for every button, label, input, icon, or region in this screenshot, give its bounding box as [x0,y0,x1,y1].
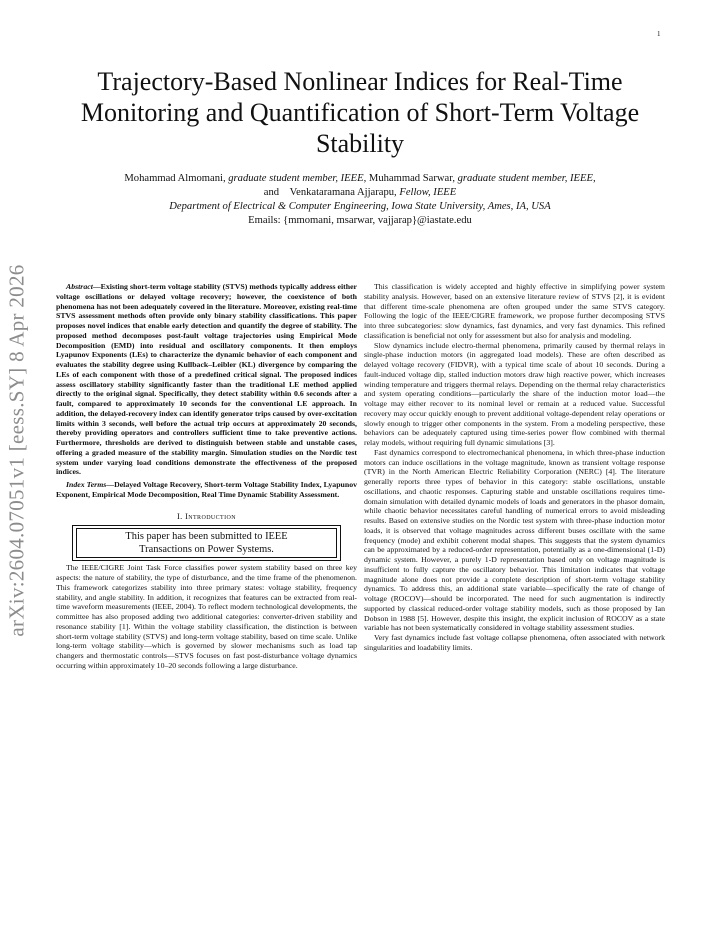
intro-paragraph-3: Slow dynamics include electro-thermal phenomena, primarily caused by thermal relays in single-phase induction motors (in aggregated load models). These are often described as delayed voltage recovery (FIDVR), with a typical time scale of about 10 seconds. During a fault-induced voltage dip, stalled induction motors draw high reactive power, which increases winding temperature and triggers thermal relays. Depending on the thermal relay characteristics and system operating conditions—particularly the share of the induction motor load—the voltage may either recover to its nominal level or remain at a reduced value. Successful recovery may occur quickly enough to prevent additional voltage-dependent relay operations or slowly enough to trigger other components in the system. From a modeling perspective, these behaviors can be adequately captured using time-series power flow combined with thermal relay models, without requiring full dynamic simulations [3]. [364,340,665,447]
intro-paragraph-2: This classification is widely accepted and highly effective in simplifying power system stability analysis. However, based on an extensive literature review of STVS [2], it is evident that different time-scale phenomena are often grouped under the same STVS category. Following the logic of the IEEE/CIGRE framework, we propose further decomposing STVS into three subcategories: slow dynamics, fast dynamics, and very fast dynamics. This refined classification is beneficial not only for assessment but also for analysis and modeling. [364,282,665,340]
abstract-text: —Existing short-term voltage stability (STVS) methods typically address either voltage oscillations or delayed voltage recovery; however, the coexistence of both phenomena has not been adequately covered in the literature. Moreover, existing real-time STVS assessment methods often provide only binary stability classifications. This paper proposes novel indices that enable early detection and quantify the degree of stability. The proposed method decomposes post-fault voltage trajectories using Empirical Mode Decomposition (EMD) into residual and oscillatory components. It then employs Lyapunov Exponents (LEs) to characterize the dynamic behavior of each component and evaluates the stability degree using Kullback–Leibler (KL) divergence by comparing the LEs of each component with those of a predefined critical signal. The proposed indices assess oscillatory stability significantly faster than the traditional LE method applied directly to the original signal. Specifically, they detect stability within 0.6 seconds after a fault, compared to approximately 10 seconds for the conventional LE approach. In addition, the delayed-recovery index can identify generator trips caused by over-excitation limits within 3 seconds, well before the actual trip occurs at approximately 20 seconds, thereby providing operators and controllers sufficient time to take preventive actions. Furthermore, thresholds are derived to distinguish between stable and unstable cases, offering a graded measure of the stability margin. Simulation studies on the Nordic test system under varying load conditions demonstrate the effectiveness of the proposed indices. [56,282,357,477]
index-terms [56,480,357,500]
left-column [56,282,357,671]
submission-notice-line-1: This paper has been submitted to IEEE [125,531,288,543]
intro-paragraph-4: Fast dynamics correspond to electromechanical phenomena, in which three-phase induction motors can induce oscillations in the voltage magnitude, known as transient voltage response (TVR) in the North American Electric Reliability Corporation (NERC) [4]. The literature generally reports three types of behavior in this category: stable oscillations, unstable oscillations, and chaotic responses. Capturing stable and unstable oscillations requires time-domain simulation with detailed dynamic models of loads and generators in the phasor domain, while chaotic behavior necessitates careful handling of numerical errors to avoid misleading results. Based on extensive studies on the Nordic test system with three-phase induction motor loads, it is observed that voltage magnitudes across different buses oscillate with the same frequency (mode) and exhibit coherent modal shapes. This suggests that the system dynamics can be approximated by a reduced-order representation, potentially as a one-dimensional (1-D) dynamic system. However, a purely 1-D representation based only on voltage magnitude is insufficient to fully capture the oscillatory behavior. This limitation indicates that voltage magnitude alone does not provide a complete description of short-term voltage stability dynamics. To address this, an additional state variable—specifically the rate of change of voltage (ROCOV)—should be incorporated. The need for such augmentation is indirectly supported by classical reduced-order voltage stability models, such as those proposed by Ian Dobson in 1988 [5]. However, despite this insight, the explicit inclusion of ROCOV as a state variable has not been systematically considered in voltage stability assessment studies. [364,447,665,633]
index-terms-lead: Index Terms [66,480,107,489]
right-column [364,282,665,653]
intro-paragraph-5: Very fast dynamics include fast voltage collapse phenomena, often associated with network singularities and loadability limits. [364,633,665,652]
paper-title: Trajectory-Based Nonlinear Indices for Real-Time Monitoring and Quantification of Short-Term Voltage Stability [80,67,640,158]
author-block [50,172,670,228]
page-number: 1 [657,30,661,38]
author-3-name: Venkataramana Ajjarapu, [289,187,400,198]
author-emails[interactable]: Emails: {mmomani, msarwar, vajjarap}@iastate.edu [248,215,472,226]
author-1-name: Mohammad Almomani, [124,173,229,184]
submission-notice-inner [76,528,337,558]
abstract [56,282,357,477]
arxiv-identifier: arXiv:2604.07051v1 [eess.SY] 8 Apr 2026 [4,263,29,637]
intro-paragraph-1: The IEEE/CIGRE Joint Task Force classifies power system stability based on three key aspects: the nature of stability, the type of disturbance, and the time frame of the phenomenon. This framework categorizes stability into three primary states: voltage stability, frequency stability, and angle stability. In addition, it recognizes that features can be extracted from real-time waveform measurements (IEEE, 2004). To reflect modern technological developments, the committee has also proposed adding two additional categories: converter-driven stability and resonance stability [1]. Within the voltage stability classification, the distinction is between short-term voltage stability (STVS) and long-term voltage stability, based on time scale. Unlike long-term voltage stability—which is governed by slower mechanisms such as load tap changers and thermostatic controls—STVS focuses on fast post-disturbance voltage dynamics occurring within approximately 10–20 seconds following a large disturbance. [56,563,357,670]
author-conjunction: and [263,187,280,198]
section-heading-introduction: I. Introduction [176,511,236,521]
author-2-role: graduate student member, IEEE, [457,173,596,184]
index-terms-text: —Delayed Voltage Recovery, Short-term Voltage Stability Index, Lyapunov Exponent, Empirical Mode Decomposition, Real Time Dynamic Stability Assessment. [56,480,357,499]
submission-notice-box [72,525,341,561]
arxiv-stamp[interactable] [2,258,32,642]
submission-notice-line-2: Transactions on Power Systems. [139,544,274,556]
author-1-role: graduate student member, IEEE, [228,173,367,184]
author-2-name: Muhammad Sarwar, [366,173,458,184]
author-3-role: Fellow, IEEE [399,187,457,198]
abstract-lead: Abstract [66,282,93,291]
affiliation: Department of Electrical & Computer Engineering, Iowa State University, Ames, IA, USA [169,201,551,212]
